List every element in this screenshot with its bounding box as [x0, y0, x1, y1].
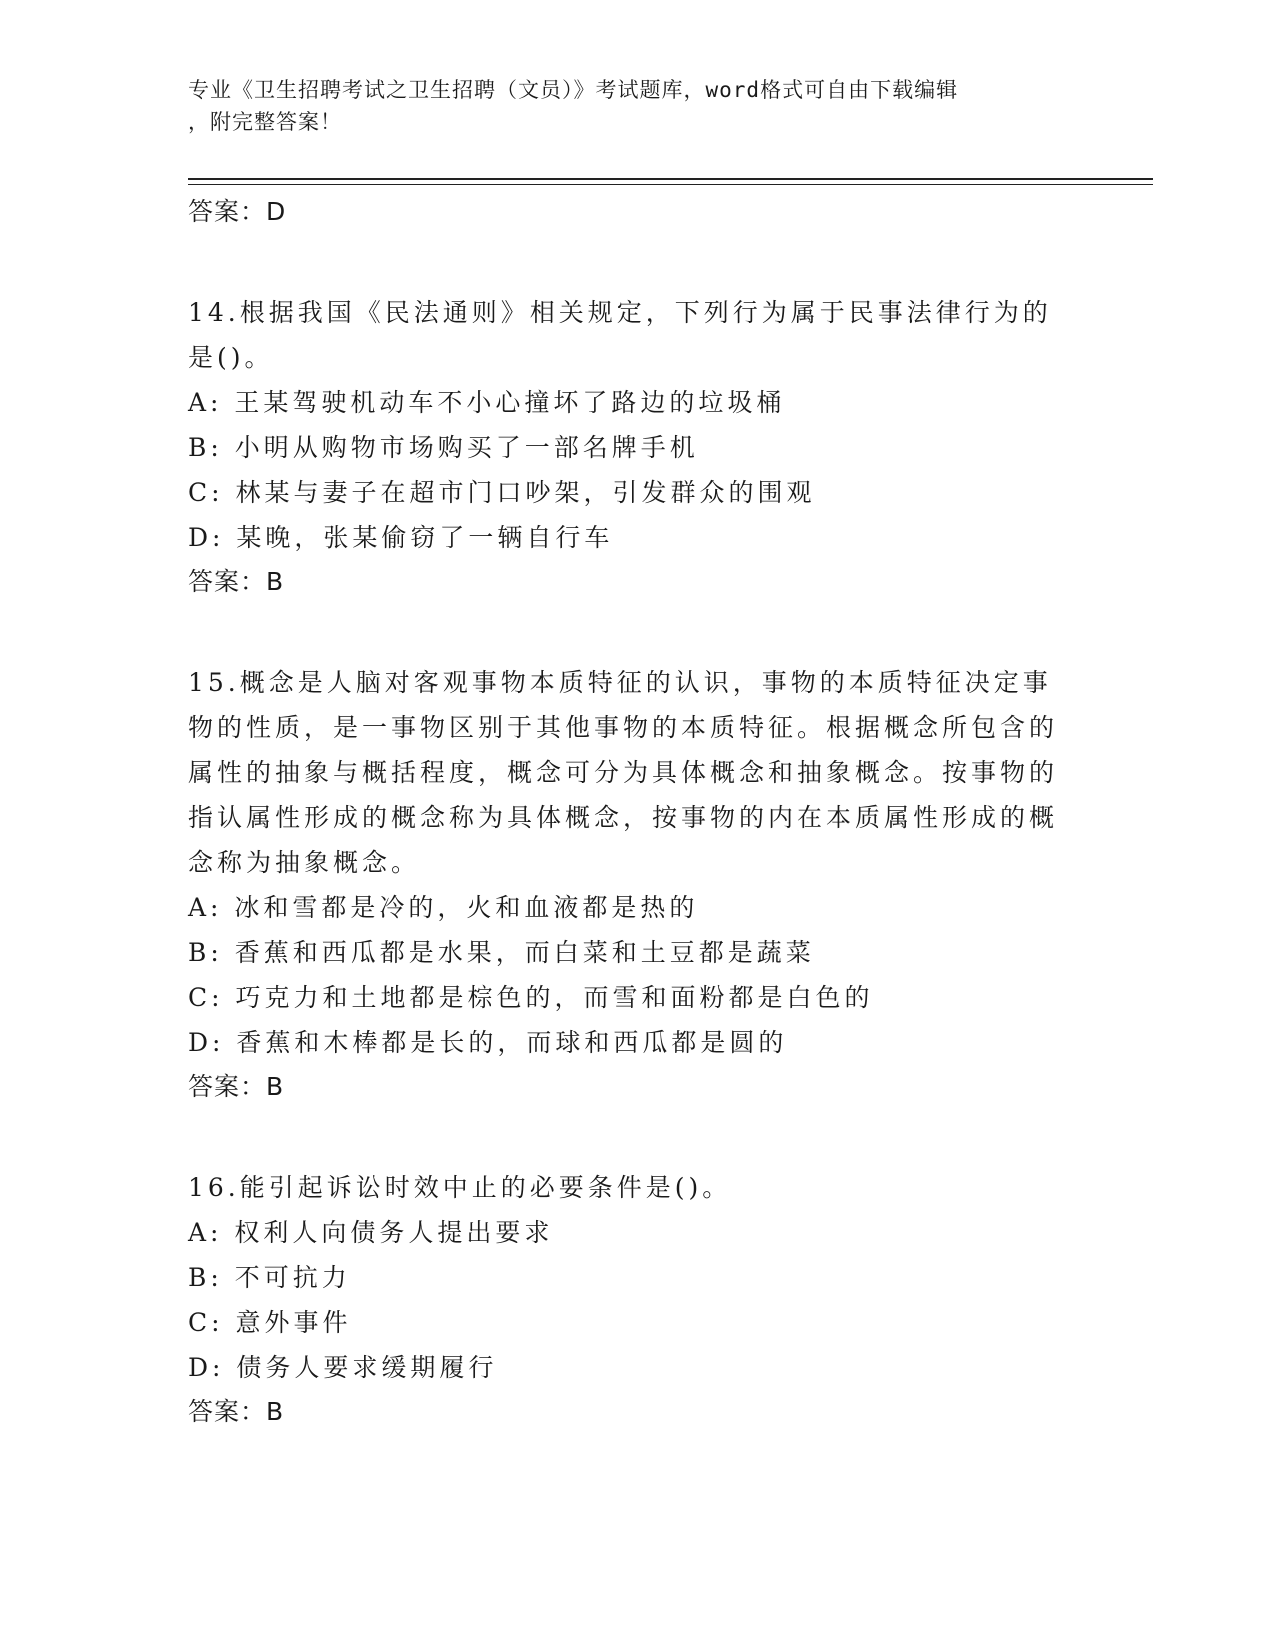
option-a: A: 王某驾驶机动车不小心撞坏了路边的垃圾桶 [188, 388, 786, 417]
question-stem: 16.能引起诉讼时效中止的必要条件是()。 [188, 1173, 732, 1202]
option-a: A: 冰和雪都是冷的，火和血液都是热的 [188, 893, 699, 922]
document-header [188, 74, 1088, 138]
question-stem: 14.根据我国《民法通则》相关规定，下列行为属于民事法律行为的是()。 [188, 298, 1052, 372]
question-16 [188, 1165, 1078, 1434]
answer-line: 答案：B [188, 1072, 285, 1101]
question-15 [188, 660, 1078, 1109]
question-14 [188, 290, 1078, 604]
option-d: D: 香蕉和木棒都是长的，而球和西瓜都是圆的 [188, 1028, 788, 1057]
header-divider-thick [188, 178, 1153, 180]
header-line-1: 专业《卫生招聘考试之卫生招聘（文员）》考试题库，word格式可自由下载编辑 [188, 78, 959, 102]
previous-answer: 答案：D [188, 197, 287, 226]
option-a: A: 权利人向债务人提出要求 [188, 1218, 554, 1247]
header-line-2: ，附完整答案！ [188, 110, 342, 134]
option-d: D: 某晚，张某偷窃了一辆自行车 [188, 523, 614, 552]
option-b: B: 不可抗力 [188, 1263, 351, 1292]
answer-line: 答案：B [188, 1397, 285, 1426]
option-b: B: 香蕉和西瓜都是水果，而白菜和土豆都是蔬菜 [188, 938, 815, 967]
answer-line: 答案：B [188, 567, 285, 596]
header-divider-thin [188, 184, 1153, 185]
option-c: C: 巧克力和土地都是棕色的，而雪和面粉都是白色的 [188, 983, 874, 1012]
option-c: C: 意外事件 [188, 1308, 352, 1337]
option-d: D: 债务人要求缓期履行 [188, 1353, 498, 1382]
option-b: B: 小明从购物市场购买了一部名牌手机 [188, 433, 699, 462]
document-body [188, 190, 1078, 1434]
option-c: C: 林某与妻子在超市门口吵架，引发群众的围观 [188, 478, 816, 507]
question-stem: 15.概念是人脑对客观事物本质特征的认识，事物的本质特征决定事物的性质，是一事物区别于其他事物的本质特征。根据概念所包含的属性的抽象与概括程度，概念可分为具体概念和抽象概念。按事物的指认属性形成的概念称为具体概念，按事物的内在本质属性形成的概念称为抽象概念。 [188, 668, 1059, 877]
